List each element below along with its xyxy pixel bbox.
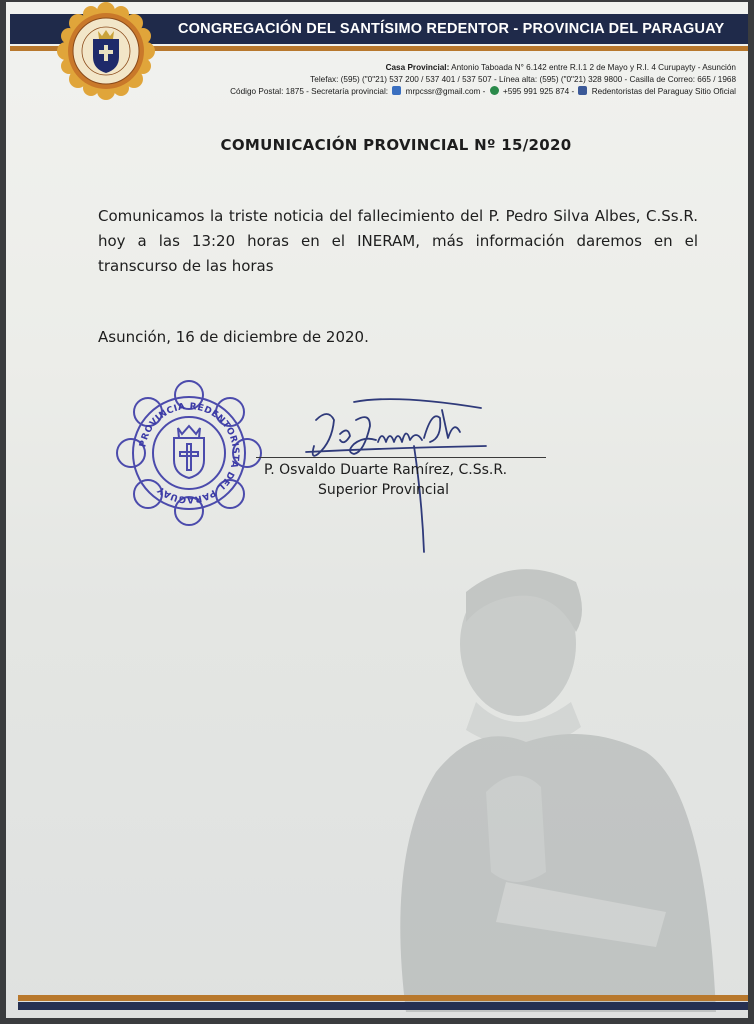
email-icon [392, 86, 401, 95]
signer-role: Superior Provincial [318, 482, 449, 498]
phone-line: Telefax: (595) ("0"21) 537 200 / 537 401 / 537 507 - Línea alta: (595) ("0"21) 328 9800 - Casilla de Correo: 665 / 1968 [310, 75, 736, 84]
postal-text: Código Postal: 1875 - Secretaría provincial: [230, 87, 389, 96]
portrait-watermark-icon [366, 552, 736, 1012]
footer-bar [18, 1002, 748, 1010]
body-line-2: hoy a las 13:20 horas en el INERAM, más información daremos en el [98, 232, 698, 250]
congregation-logo-icon [54, 2, 158, 100]
document-page [6, 2, 748, 1018]
body-line-1: Comunicamos la triste noticia del fallecimiento del P. Pedro Silva Albes, C.Ss.R. [98, 207, 698, 225]
document-date: Asunción, 16 de diciembre de 2020. [98, 328, 369, 346]
body-text [98, 204, 698, 279]
phone-text: +595 991 925 874 - [502, 87, 575, 96]
body-line-3: transcurso de las horas [98, 257, 274, 275]
address-text: Antonio Taboada N° 6.142 entre R.I.1 2 de Mayo y R.I. 4 Curupayty - Asunción [451, 63, 736, 72]
document-title: COMUNICACIÓN PROVINCIAL Nº 15/2020 [220, 136, 572, 154]
signer-name: P. Osvaldo Duarte Ramírez, C.Ss.R. [264, 462, 508, 478]
header-title: CONGREGACIÓN DEL SANTÍSIMO REDENTOR - PROVINCIA DEL PARAGUAY [178, 21, 725, 37]
whatsapp-icon [490, 86, 499, 95]
facebook-icon [578, 86, 587, 95]
footer-rule [18, 995, 748, 1001]
email-text: mrpcssr@gmail.com - [405, 87, 486, 96]
contact-block [156, 62, 736, 98]
postal-line [156, 86, 736, 98]
address-line [156, 62, 736, 74]
address-label: Casa Provincial: [385, 63, 450, 72]
seal-text: PROVINCIA REDENTORISTA DEL PARAGUAY [138, 401, 241, 505]
official-seal-icon [114, 378, 264, 528]
facebook-text: Redentoristas del Paraguay Sitio Oficial [591, 87, 736, 96]
